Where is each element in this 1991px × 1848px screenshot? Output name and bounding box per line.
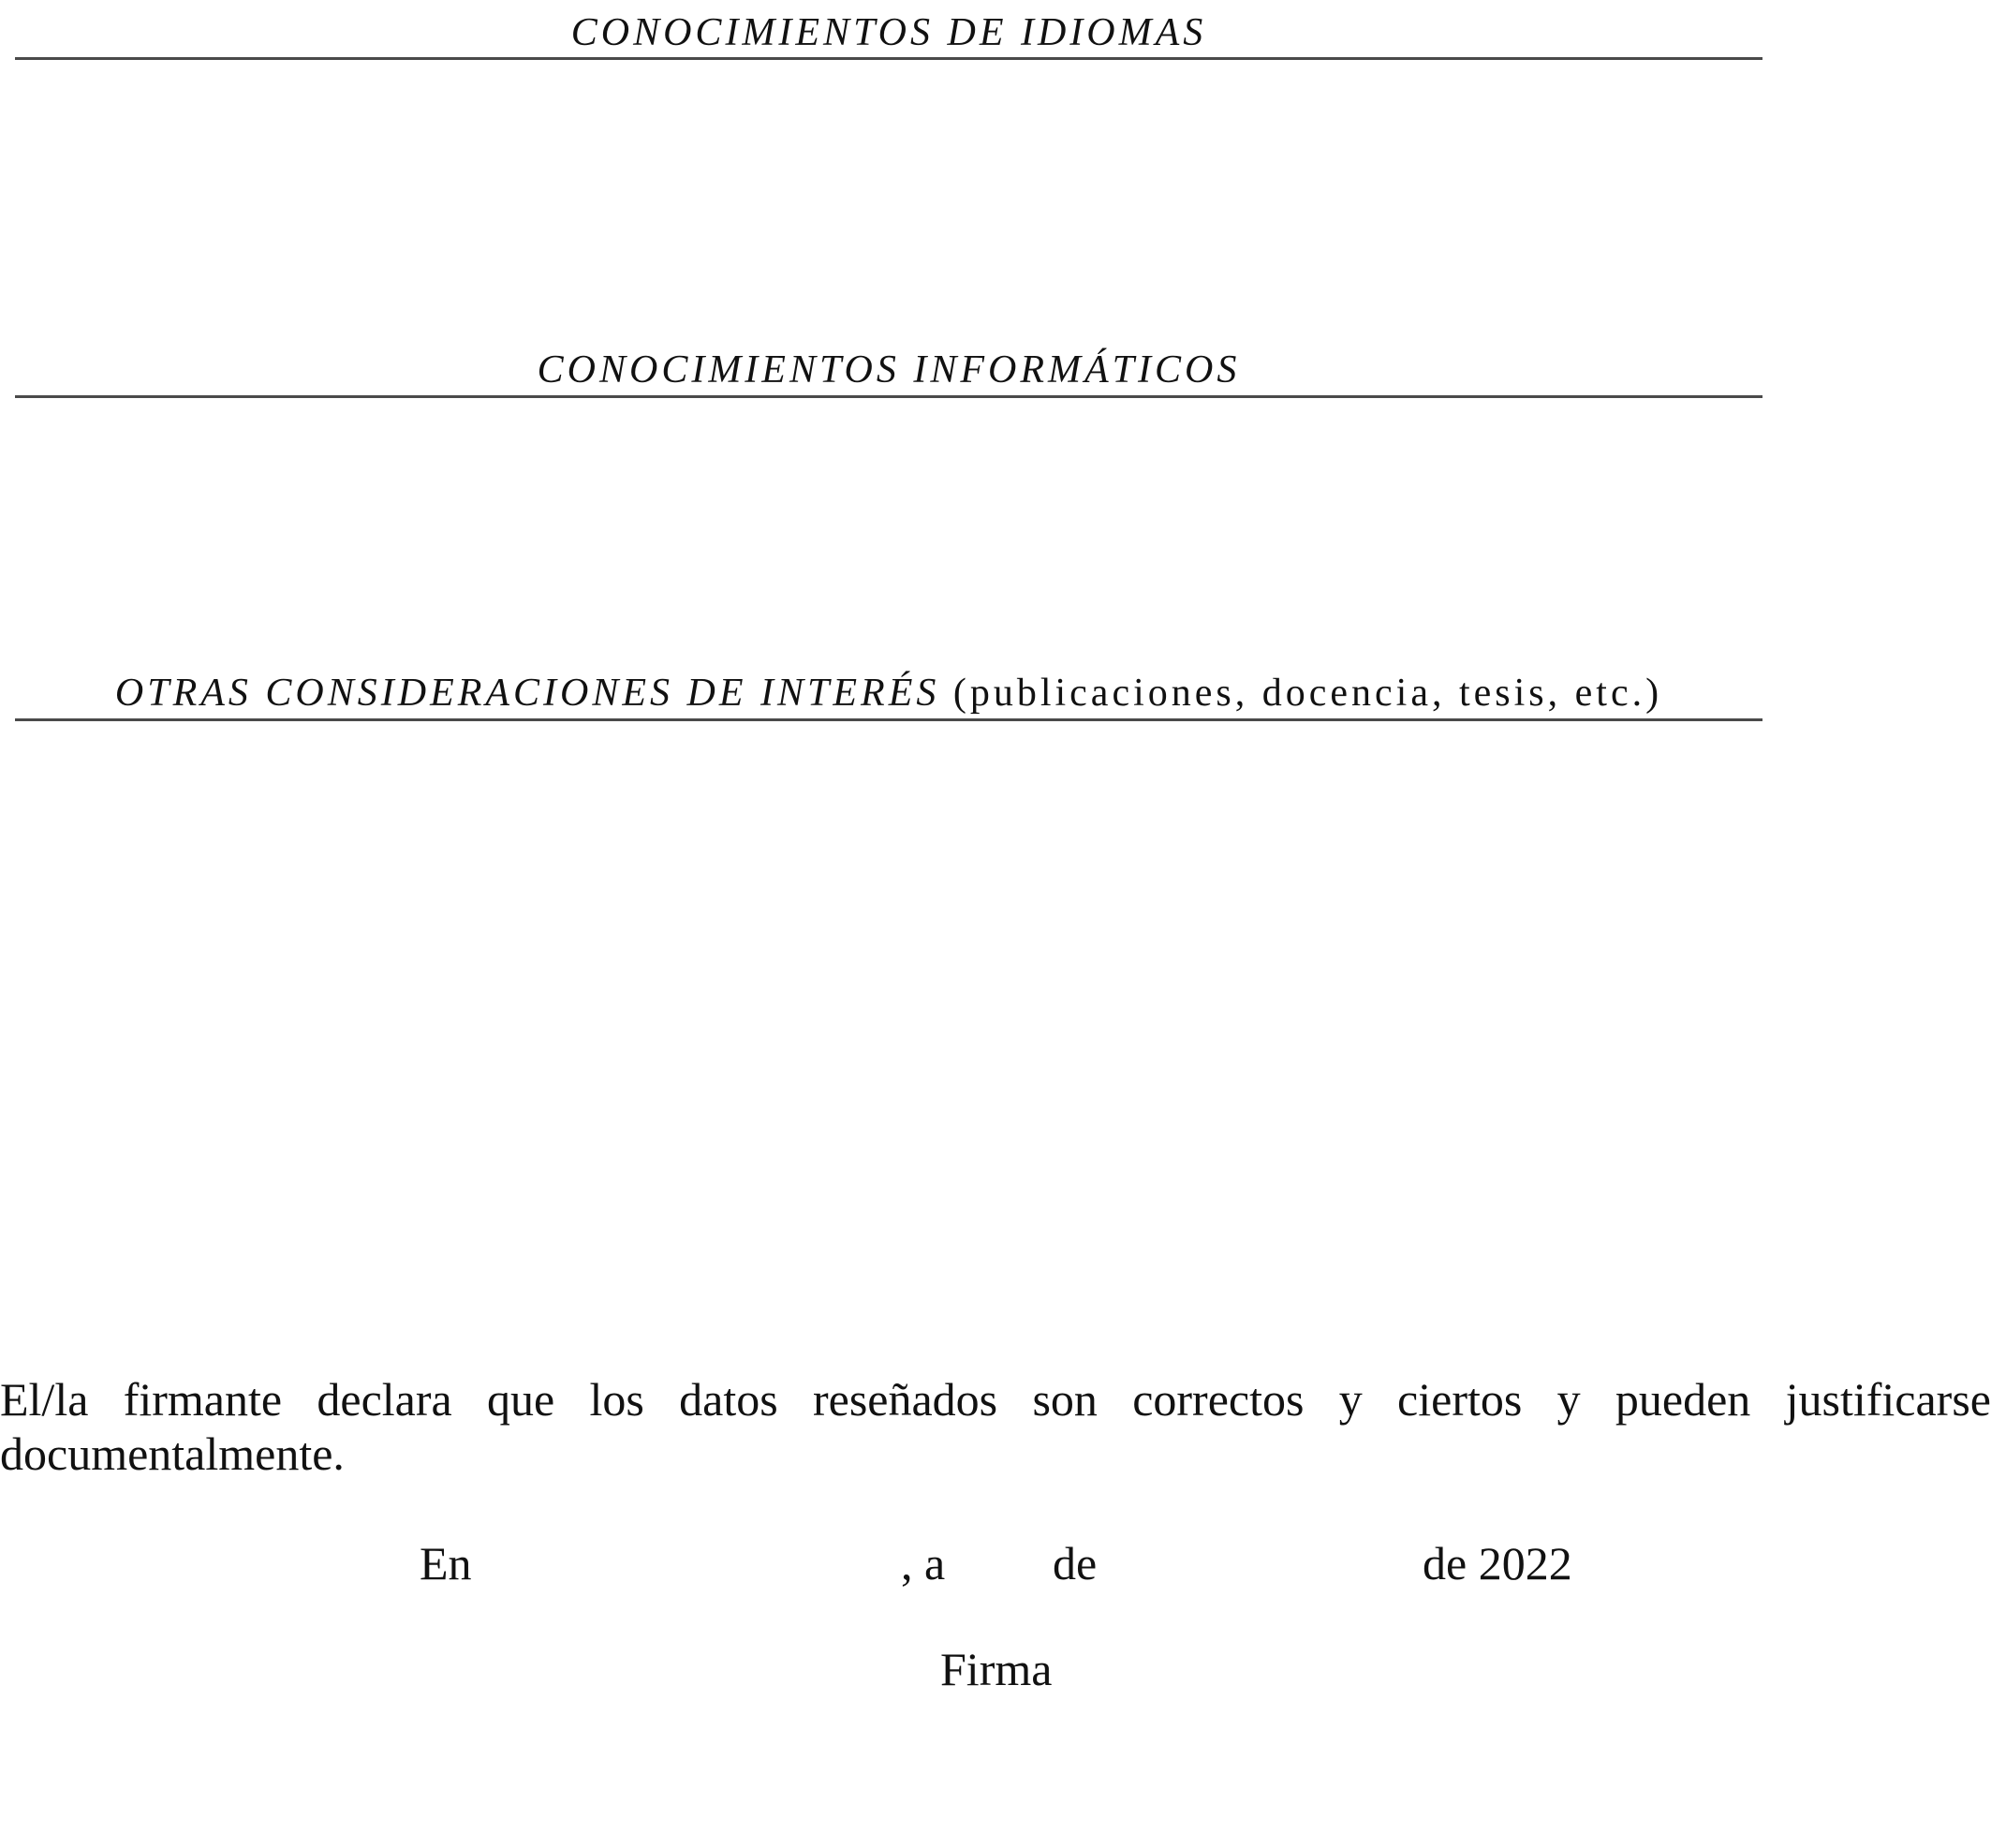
section-heading-otras — [15, 670, 1762, 717]
day-label: , a — [901, 1537, 946, 1589]
place-label: En — [420, 1537, 472, 1589]
section-divider-informaticos — [15, 395, 1762, 398]
declaration-word: son — [1032, 1373, 1098, 1426]
declaration-word: correctos — [1132, 1373, 1305, 1426]
declaration-word: reseñados — [813, 1373, 998, 1426]
year-label: de 2022 — [1423, 1537, 1572, 1589]
declaration-line-2: documentalmente. — [0, 1427, 345, 1480]
section-subtitle-otras: (publicaciones, docencia, tesis, etc.) — [952, 672, 1663, 715]
month-label: de — [1053, 1537, 1098, 1589]
declaration-word: firmante — [123, 1373, 283, 1426]
declaration-word: pueden — [1615, 1373, 1751, 1426]
declaration-line-1 — [0, 1372, 1991, 1427]
section-heading-informaticos — [15, 347, 1762, 393]
section-heading-idiomas — [15, 9, 1762, 56]
declaration-word: los — [589, 1373, 644, 1426]
declaration-word: y — [1556, 1373, 1581, 1426]
section-divider-otras — [15, 718, 1762, 721]
section-title-idiomas: CONOCIMIENTOS DE IDIOMAS — [570, 11, 1207, 54]
declaration-word: datos — [679, 1373, 778, 1426]
declaration-word: ciertos — [1397, 1373, 1523, 1426]
declaration-word: que — [487, 1373, 555, 1426]
declaration-paragraph — [0, 1372, 1991, 1481]
declaration-word: y — [1338, 1373, 1363, 1426]
section-divider-idiomas — [15, 57, 1762, 60]
signature-label: Firma — [940, 1643, 1053, 1695]
declaration-word: El/la — [0, 1373, 89, 1426]
section-title-otras: OTRAS CONSIDERACIONES DE INTERÉS — [114, 672, 940, 715]
declaration-word: declara — [317, 1373, 452, 1426]
section-title-informaticos: CONOCIMIENTOS INFORMÁTICOS — [537, 348, 1241, 392]
declaration-word: justificarse — [1785, 1373, 1991, 1426]
